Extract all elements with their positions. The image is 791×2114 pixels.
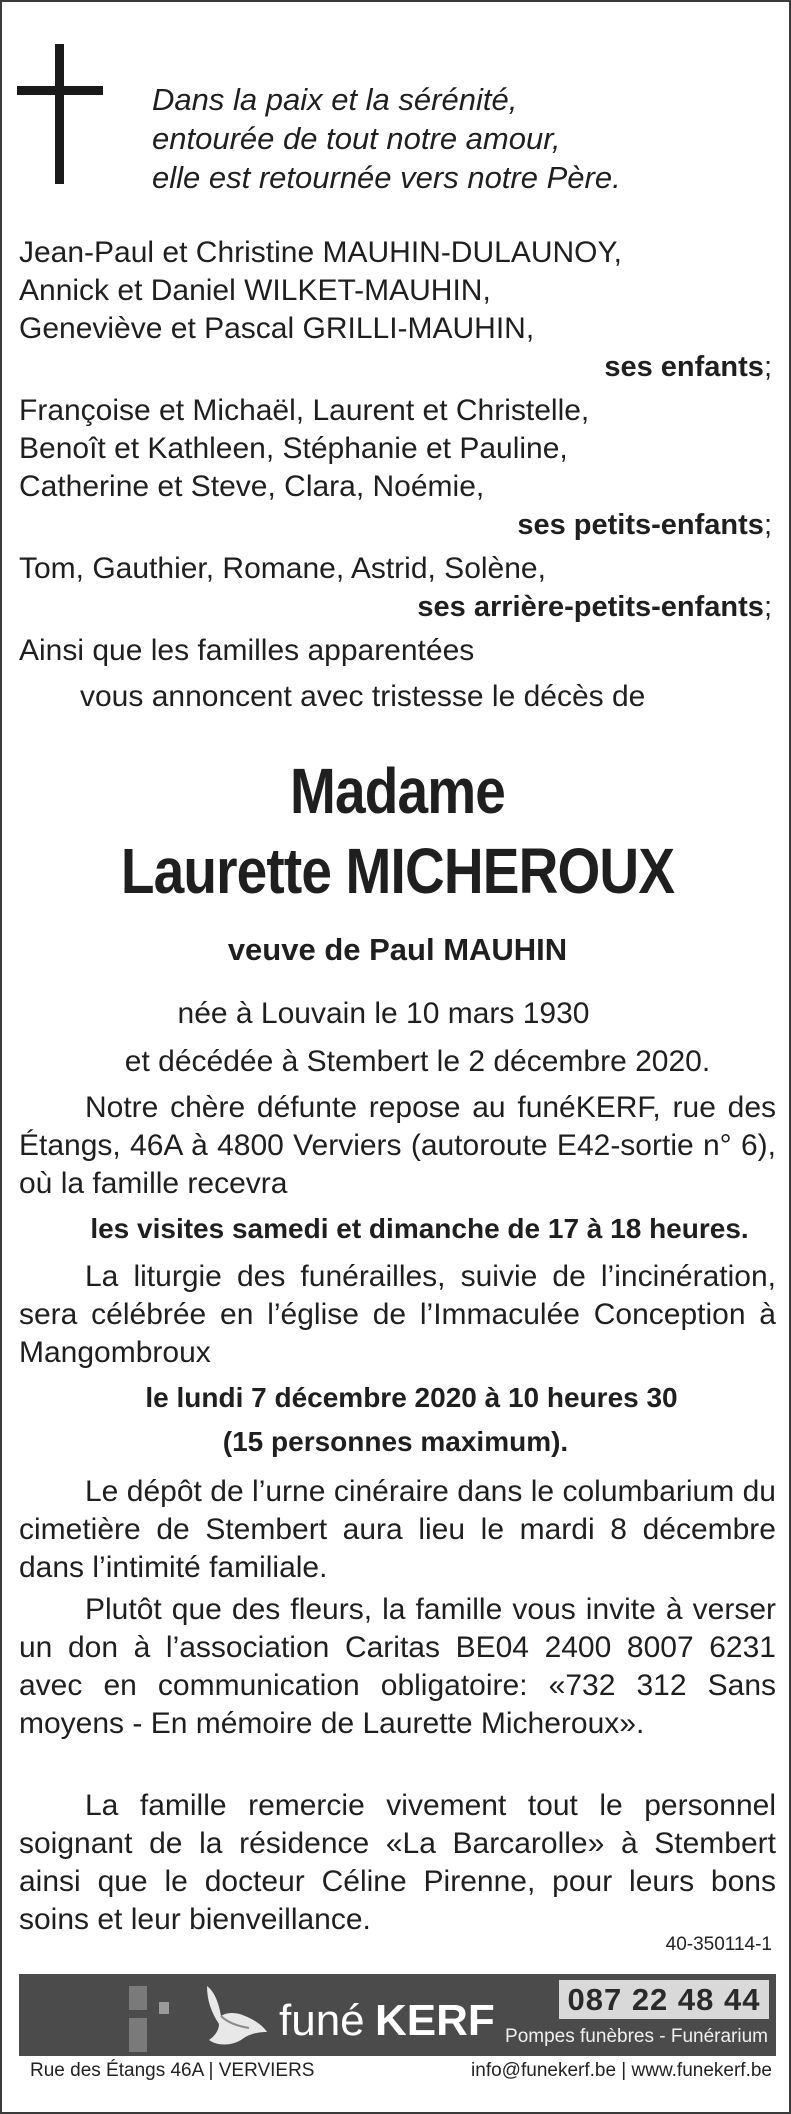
deceased-title: Madame [289,755,506,827]
logo-mark-square [159,2002,169,2014]
donation-paragraph: Plutôt que des fleurs, la famille vous invite à verser un don à l’association Caritas BE04 2400 8007 6231 avec en communication obligatoire: «732 312 Sans moyens - En mémoire de Laurette Micheroux». [19,1593,776,1740]
children-line: Jean-Paul et Christine MAUHIN-DULAUNOY, [19,236,622,269]
capacity-line: (15 personnes maximum). [222,1426,569,1457]
great-grandchildren-line: Tom, Gauthier, Romane, Astrid, Solène, [19,552,546,585]
tagline: Pompes funèbres - Funérarium [505,2026,768,2047]
grandchildren-line: Benoît et Kathleen, Stéphanie et Pauline, [19,432,568,465]
great-grandchildren-role: ses arrière-petits-enfants; [417,591,772,623]
announce-line: vous annoncent avec tristesse le décès de [80,680,646,713]
liturgy-paragraph: La liturgie des funérailles, suivie de l’incinération, sera célébrée en l’église de l’Immaculée Conception à Mangombroux [19,1260,776,1369]
logo-text-kerf: KERF [375,1996,495,2045]
grandchildren-role: ses petits-enfants; [517,509,772,541]
dove-icon [197,1982,271,2050]
grandchildren-line: Catherine et Steve, Clara, Noémie, [19,470,485,503]
children-line: Geneviève et Pascal GRILLI-MAUHIN, [19,312,535,345]
children-line: Annick et Daniel WILKET-MAUHIN, [19,274,491,307]
ceremony-date: le lundi 7 décembre 2020 à 10 heures 30 [145,1382,678,1413]
thanks-paragraph: La famille remercie vivement tout le personnel soignant de la résidence «La Barcarolle» à Stembert ainsi que le docteur Céline Pirenne, pour leurs bons soins et leur bienveillance. [19,1789,776,1936]
verse-line: elle est retournée vers notre Père. [152,160,621,195]
verse [152,80,621,197]
verse-line: entourée de tout notre amour, [152,121,561,156]
birth-line: née à Louvain le 10 mars 1930 [177,997,590,1030]
phone-number: 087 22 48 44 [567,1982,761,2017]
children-role: ses enfants; [604,351,772,383]
deceased-widow: veuve de Paul MAUHIN [227,932,568,967]
funeral-home-banner [19,1974,776,2056]
funeral-home-contact: info@funekerf.be | www.funekerf.be [471,2060,772,2081]
repose-paragraph: Notre chère défunte repose au funéKERF, rue des Étangs, 46A à 4800 Verviers (autoroute E42-sortie n° 6), où la famille recevra [19,1091,776,1200]
funeral-home-address: Rue des Étangs 46A | VERVIERS [30,2060,315,2081]
logo-text-fune: funé [279,1996,365,2045]
reference-number: 40-350114-1 [665,1934,772,1955]
families-line: Ainsi que les familles apparentées [19,634,475,667]
urn-paragraph: Le dépôt de l’urne cinéraire dans le columbarium du cimetière de Stembert aura lieu le mardi 8 décembre dans l’intimité familiale. [19,1475,776,1584]
visits-line: les visites samedi et dimanche de 17 à 18 heures. [90,1213,749,1244]
grandchildren-line: Françoise et Michaël, Laurent et Christelle, [19,394,590,427]
logo-mark-square [129,1986,147,2010]
deceased-name: Laurette MICHEROUX [120,835,675,907]
death-line: et décédée à Stembert le 2 décembre 2020. [124,1045,711,1078]
verse-line: Dans la paix et la sérénité, [152,82,518,117]
logo-mark-square [129,2018,147,2052]
